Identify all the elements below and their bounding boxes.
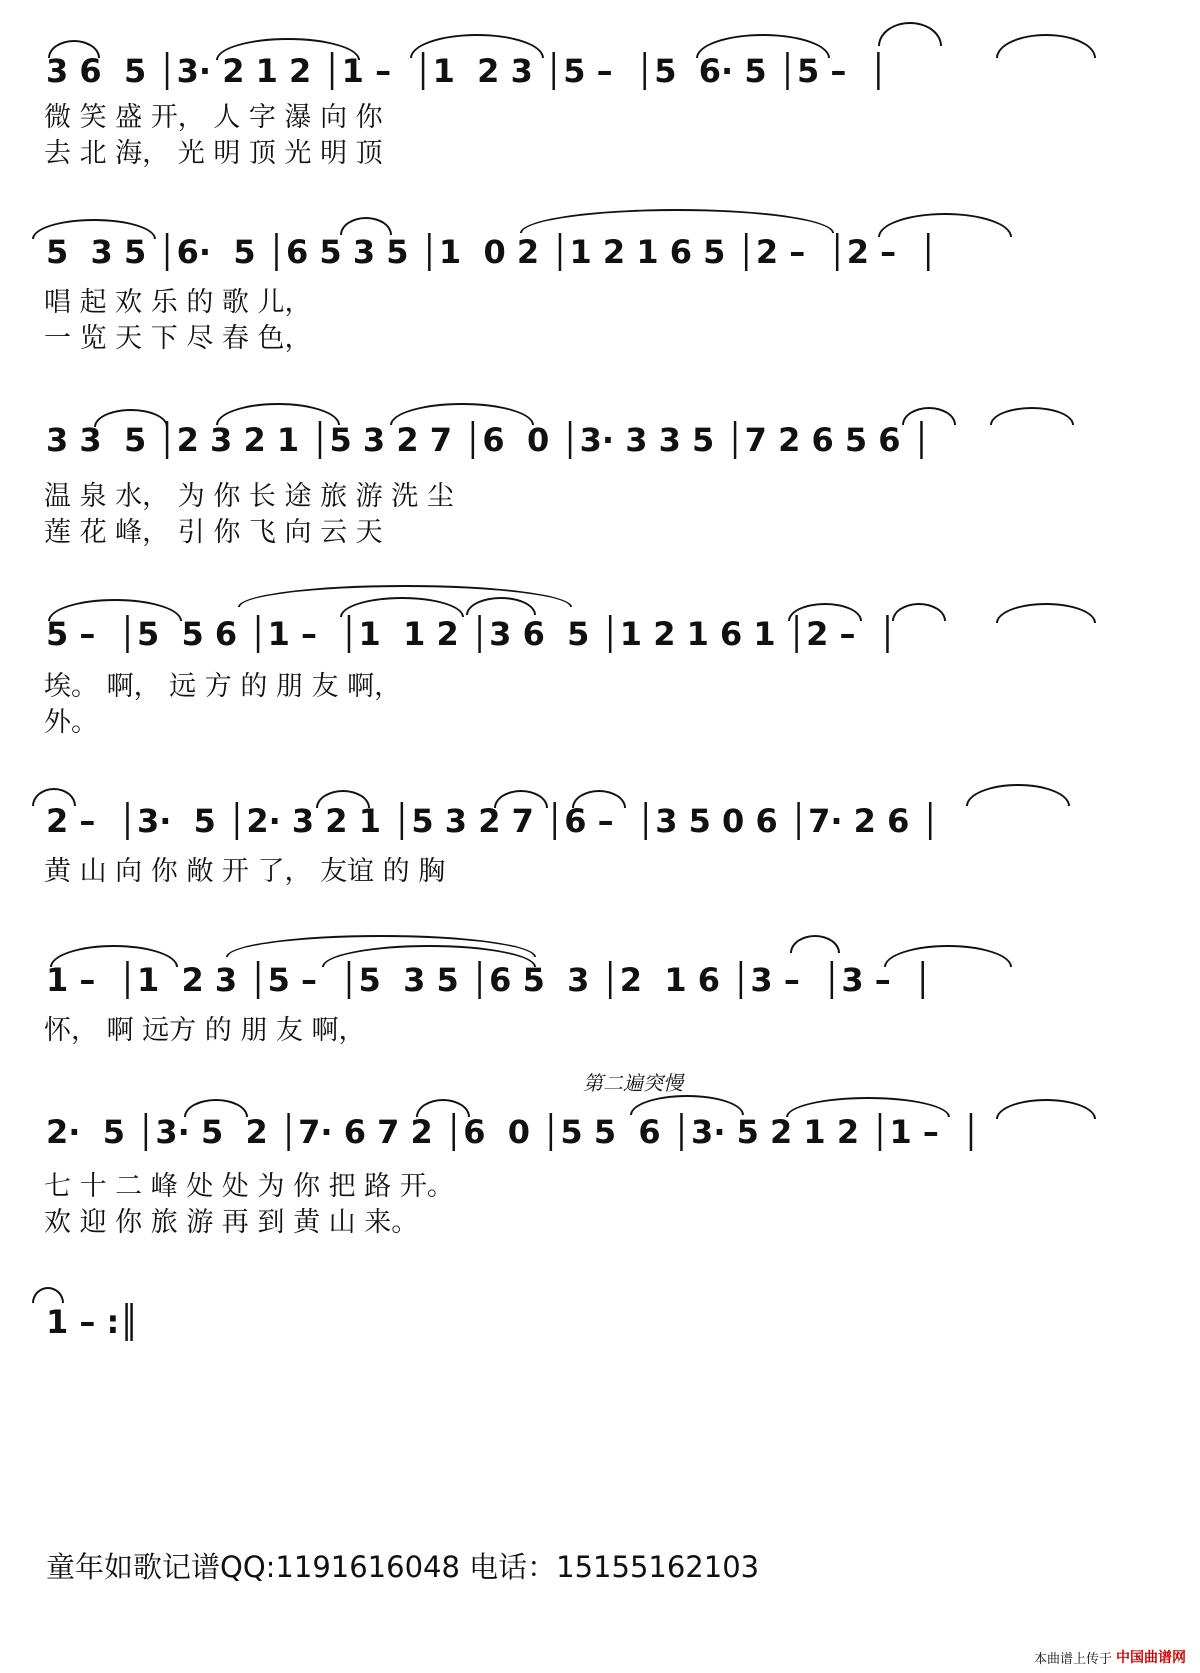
slur <box>316 790 370 808</box>
site-logo[interactable]: 中国曲谱网 <box>1116 1650 1186 1666</box>
lyric-line-2: 一 览 天 下 尽 春 色， <box>44 323 312 354</box>
slur <box>94 409 168 427</box>
slur <box>788 603 862 621</box>
lyric-line-1: 温 泉 水， 为 你 长 途 旅 游 洗 尘 <box>44 481 454 512</box>
lyric-line-1: 七 十 二 峰 处 处 为 你 把 路 开。 <box>44 1171 454 1202</box>
slur <box>340 217 392 235</box>
slur <box>410 34 544 58</box>
upload-credit <box>1034 1647 1186 1667</box>
slur <box>32 1287 64 1303</box>
slur <box>32 788 76 806</box>
slur <box>630 1095 744 1115</box>
lyric-line-1: 埃。 啊， 远 方 的 朋 友 啊， <box>44 671 402 702</box>
lyric-line-2: 外。 <box>44 707 98 738</box>
upload-text: 本曲谱上传于 <box>1033 1651 1112 1667</box>
notation-line: 2· 5 │3· 5 2 │7· 6 7 2 │6 0 │5 5 6 │3· 5 2 1 2 │1 – │ <box>46 1113 981 1151</box>
lyric-line-1: 黄 山 向 你 敞 开 了， 友谊 的 胸 <box>44 856 446 887</box>
notation-line: 3 6 5 │3· 2 1 2 │1 – │1 2 3 │5 – │5 6· 5 │5 – │ <box>46 52 888 90</box>
slur <box>216 38 360 60</box>
slur <box>696 34 830 58</box>
lyric-line-2: 欢 迎 你 旅 游 再 到 黄 山 来。 <box>44 1207 419 1238</box>
slur <box>48 40 100 58</box>
slur <box>892 603 946 621</box>
notation-line: 1 – │1 2 3 │5 – │5 3 5 │6 5 3 │2 1 6 │3 – │3 – │ <box>46 961 933 999</box>
slur <box>32 219 156 239</box>
lyric-line-1: 怀， 啊 远方 的 朋 友 啊， <box>44 1015 366 1046</box>
notation-line: 5 3 5 │6· 5 │6 5 3 5 │1 0 2 │1 2 1 6 5 │2 – │2 – │ <box>46 233 938 271</box>
slur <box>990 407 1074 425</box>
slur <box>390 403 534 425</box>
slur <box>786 1097 950 1117</box>
slur <box>790 935 840 953</box>
slur <box>996 603 1096 623</box>
slur <box>902 407 956 425</box>
transcriber-credit: 童年如歌记谱QQ:1191616048 电话：15155162103 <box>46 1550 760 1584</box>
slur <box>48 599 182 621</box>
slur <box>494 790 548 808</box>
slur <box>50 945 178 967</box>
notation-line: 1 – :║ <box>46 1303 139 1341</box>
slur <box>996 34 1096 58</box>
slur <box>184 1099 248 1117</box>
slur <box>966 784 1070 806</box>
slur <box>216 403 340 425</box>
slur <box>996 1099 1096 1119</box>
slur <box>884 945 1012 967</box>
notation-line: 5 – │5 5 6 │1 – │1 1 2 │3 6 5 │1 2 1 6 1 │2 – │ <box>46 615 898 653</box>
slur <box>878 22 942 46</box>
notation-line: 2 – │3· 5 │2· 3 2 1 │5 3 2 7 │6 – │3 5 0 6 │7· 2 6 │ <box>46 802 940 840</box>
lyric-line-2: 莲 花 峰， 引 你 飞 向 云 天 <box>44 517 383 548</box>
slur <box>416 1099 470 1117</box>
notation-line: 3 3 5 │2 3 2 1 │5 3 2 7 │6 0 │3· 3 3 5 │7 2 6 5 6 │ <box>46 421 931 459</box>
lyric-line-1: 唱 起 欢 乐 的 歌 儿， <box>44 287 312 318</box>
slur <box>878 213 1012 237</box>
lyric-line-2: 去 北 海， 光 明 顶 光 明 顶 <box>44 138 383 169</box>
tempo-mark: 第二遍突慢 <box>583 1071 683 1095</box>
slur <box>572 790 626 808</box>
lyric-line-1: 微 笑 盛 开， 人 字 瀑 向 你 <box>44 102 383 133</box>
slur <box>520 209 834 233</box>
